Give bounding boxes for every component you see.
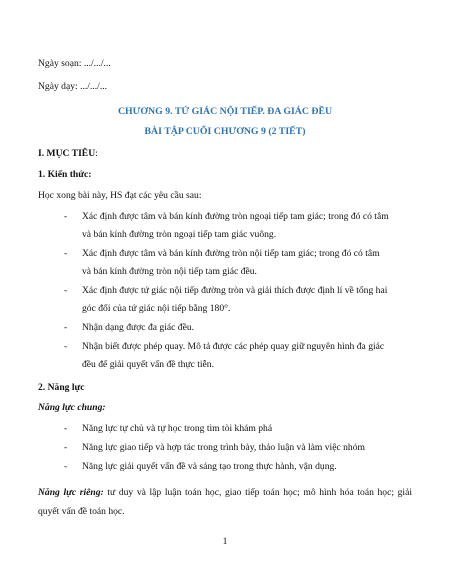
bullet-dash: - bbox=[64, 341, 68, 352]
knowledge-heading: 1. Kiến thức: bbox=[38, 169, 92, 180]
lesson-title: BÀI TẬP CUỐI CHƯƠNG 9 (2 TIẾT) bbox=[144, 126, 306, 137]
bullet-dash: - bbox=[64, 248, 68, 259]
bullet-dash: - bbox=[64, 423, 68, 434]
ngay-day: Ngày dạy: .../.../... bbox=[38, 81, 108, 92]
bullet-line: và bán kính đường tròn ngoại tiếp tam giác vuông. bbox=[82, 229, 277, 240]
bullet-dash: - bbox=[64, 442, 68, 453]
bullet-dash: - bbox=[64, 211, 68, 222]
bullet-line: đều để giải quyết vấn đề thực tiễn. bbox=[82, 359, 215, 370]
general-competence-heading: Năng lực chung: bbox=[38, 402, 106, 413]
competence-heading: 2. Năng lực bbox=[38, 382, 85, 393]
objectives-heading-text: I. MỤC TIÊU bbox=[38, 148, 96, 159]
bullet-line: Nhận dạng được đa giác đều. bbox=[82, 322, 195, 333]
specific-competence-paragraph bbox=[38, 483, 412, 521]
objectives-heading-colon: : bbox=[95, 148, 98, 159]
objectives-heading bbox=[38, 148, 98, 160]
bullet-dash: - bbox=[64, 322, 68, 333]
page-number: 1 bbox=[222, 536, 228, 547]
general-competence-item: Năng lực tự chủ và tự học trong tìm tòi khám phá bbox=[82, 423, 273, 434]
bullet-line: Xác định được tâm và bán kính đường tròn ngoại tiếp tam giác; trong đó có tâm bbox=[82, 211, 389, 222]
general-competence-item: Năng lực giao tiếp và hợp tác trong trình bày, thảo luận và làm việc nhóm bbox=[82, 442, 365, 453]
ngay-soan: Ngày soạn: .../.../... bbox=[38, 58, 111, 69]
specific-competence-label: Năng lực riêng: bbox=[38, 487, 104, 498]
bullet-line: góc đối của tứ giác nội tiếp bằng 180°. bbox=[82, 303, 231, 314]
general-competence-item: Năng lực giải quyết vấn đề và sáng tạo trong thực hành, vận dụng. bbox=[82, 461, 337, 472]
bullet-line: Xác định được tâm và bán kính đường tròn nội tiếp tam giác; trong đó có tâm bbox=[82, 248, 380, 259]
bullet-line: Xác định được tứ giác nội tiếp đường tròn và giải thích được định lí về tổng hai bbox=[82, 285, 388, 296]
specific-competence-text: tư duy và lập luận toán học, giao tiếp toán học; mô hình hóa toán học; giải quyết vấn đề toán học. bbox=[38, 487, 413, 517]
chapter-title: CHƯƠNG 9. TỨ GIÁC NỘI TIẾP. ĐA GIÁC ĐỀU bbox=[117, 106, 333, 117]
bullet-dash: - bbox=[64, 285, 68, 296]
bullet-dash: - bbox=[64, 461, 68, 472]
bullet-line: và bán kính đường tròn nội tiếp tam giác đều. bbox=[82, 266, 257, 277]
knowledge-intro: Học xong bài này, HS đạt các yêu cầu sau: bbox=[38, 190, 202, 201]
bullet-line: Nhận biết được phép quay. Mô tả được các phép quay giữ nguyên hình đa giác bbox=[82, 341, 385, 352]
